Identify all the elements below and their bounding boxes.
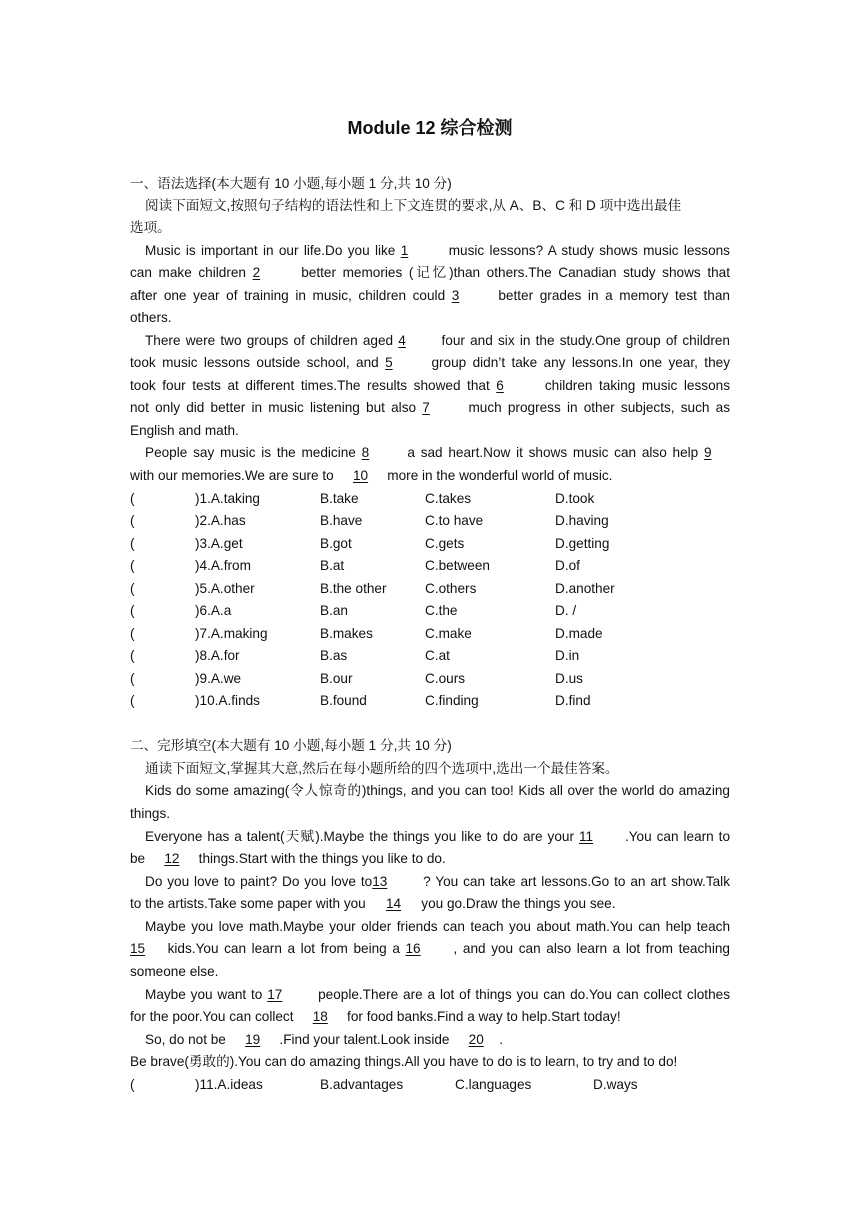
answer-paren: ( — [130, 580, 135, 596]
text: took music lessons outside school, and — [130, 355, 386, 370]
option-c[interactable]: C.make — [425, 625, 472, 641]
option-b[interactable]: B.as — [320, 648, 348, 663]
passage1-line — [130, 352, 730, 375]
option-c[interactable]: C.gets — [425, 535, 465, 551]
text: People say music is the medicine — [145, 445, 362, 460]
text: , and you can also learn a lot from teaching — [453, 941, 730, 956]
passage1-line — [130, 465, 730, 488]
passage2-line: Maybe you love math.Maybe your older friends can teach you about math.You can help teach — [145, 919, 730, 934]
option-b[interactable]: B.the other — [320, 580, 387, 596]
option-a[interactable]: )9.A.we — [195, 670, 242, 686]
passage1-line — [130, 240, 730, 263]
option-b[interactable]: B.an — [320, 603, 348, 618]
section2-instruction: 通读下面短文,掌握其大意,然后在每小题所给的四个选项中,选出一个最佳答案。 — [145, 761, 619, 776]
text: can make children — [130, 265, 253, 280]
blank-18: 18 — [312, 1009, 328, 1024]
passage2-line — [130, 826, 730, 849]
option-b[interactable]: B.makes — [320, 625, 373, 641]
option-a[interactable]: )3.A.get — [195, 535, 243, 551]
answer-paren: ( — [130, 625, 135, 641]
option-b[interactable]: B.found — [320, 693, 367, 708]
option-a[interactable]: )1.A.taking — [195, 490, 260, 506]
option-row — [130, 668, 750, 691]
passage2-closing: Be brave(勇敢的).You can do amazing things.All you have to do is to learn, to try and to do! — [130, 1054, 678, 1069]
option-b[interactable]: B.at — [320, 558, 345, 573]
option-c[interactable]: C.between — [425, 558, 490, 573]
passage1-line — [130, 262, 730, 285]
answer-paren: ( — [130, 535, 135, 551]
text: music lessons? A study shows music lessons — [448, 243, 730, 258]
page-title: Module 12 综合检测 — [347, 118, 513, 138]
option-a[interactable]: )10.A.finds — [195, 693, 260, 708]
text: kids.You can learn a lot from being a — [162, 941, 406, 956]
blank-2: 2 — [252, 265, 261, 280]
passage2-line: things. — [130, 806, 171, 821]
option-a[interactable]: )6.A.a — [195, 603, 232, 618]
option-d[interactable]: D.made — [555, 625, 603, 641]
option-d[interactable]: D.getting — [555, 535, 610, 551]
option-d[interactable]: D.find — [555, 693, 591, 708]
answer-paren: ( — [130, 513, 135, 528]
text: people.There are a lot of things you can do.You can collect clothes — [313, 987, 730, 1002]
text: Do you love to paint? Do you love to — [145, 874, 373, 889]
text: four and six in the study.One group of children — [436, 333, 730, 348]
text: Music is important in our life.Do you like — [145, 243, 401, 258]
text: So, do not be — [145, 1032, 230, 1047]
option-d[interactable]: D.ways — [593, 1076, 638, 1092]
text: more in the wonderful world of music. — [383, 468, 613, 483]
option-row — [130, 510, 750, 533]
section1-instruction-cont: 选项。 — [130, 220, 171, 235]
passage1-line: others. — [130, 310, 172, 325]
text: .Find your talent.Look inside — [275, 1032, 454, 1047]
option-row — [130, 690, 750, 713]
option-d[interactable]: D.in — [555, 648, 580, 663]
option-a[interactable]: )4.A.from — [195, 558, 251, 573]
text: to the artists.Take some paper with you — [130, 896, 370, 911]
option-c[interactable]: C.languages — [455, 1076, 532, 1092]
option-c[interactable]: C.at — [425, 648, 450, 663]
blank-15: 15 — [130, 941, 146, 956]
text: with our memories.We are sure to — [130, 468, 338, 483]
option-d[interactable]: D.another — [555, 580, 615, 596]
passage2-line — [130, 1029, 730, 1052]
text: group didn’t take any lessons.In one year, they — [425, 355, 730, 370]
option-b[interactable]: B.got — [320, 535, 352, 551]
passage1-line — [130, 375, 730, 398]
text: you go.Draw the things you see. — [417, 896, 616, 911]
option-b[interactable]: B.advantages — [320, 1076, 404, 1092]
passage2-line — [130, 984, 730, 1007]
blank-3: 3 — [451, 288, 460, 303]
answer-paren: ( — [130, 670, 135, 686]
text: Everyone has a talent(天赋).Maybe the things you like to do are your — [145, 829, 579, 844]
option-d[interactable]: D.us — [555, 670, 583, 686]
text: be — [130, 851, 149, 866]
option-c[interactable]: C.others — [425, 580, 477, 596]
passage2-line — [130, 848, 730, 871]
passage2-line — [130, 1006, 730, 1029]
option-row — [130, 555, 750, 578]
blank-7: 7 — [422, 400, 430, 415]
passage2-line — [130, 893, 730, 916]
passage1-line — [130, 442, 730, 465]
option-b[interactable]: B.our — [320, 670, 353, 686]
blank-8: 8 — [361, 445, 370, 460]
text: .You can learn to — [624, 829, 731, 844]
section1-instruction: 阅读下面短文,按照句子结构的语法性和上下文连贯的要求,从 A、B、C 和 D 项中选出最佳 — [145, 198, 682, 213]
option-row — [130, 578, 750, 601]
passage2-line — [130, 871, 730, 894]
text: ? You can take art lessons.Go to an art show.Talk — [418, 874, 730, 889]
option-row — [130, 600, 750, 623]
passage2-line: Kids do some amazing(令人惊奇的)things, and you can too! Kids all over the world do amazing — [145, 783, 730, 798]
option-d[interactable]: D.took — [555, 490, 595, 506]
text: better grades in a memory test than — [491, 288, 730, 303]
passage1-line — [130, 330, 730, 353]
blank-11: 11 — [578, 829, 594, 844]
blank-16: 16 — [405, 941, 421, 956]
option-c[interactable]: C.to have — [425, 513, 484, 528]
option-c[interactable]: C.ours — [425, 670, 466, 686]
option-row — [130, 1074, 750, 1097]
option-d[interactable]: D.having — [555, 513, 609, 528]
text: not only did better in music listening but also — [130, 400, 423, 415]
text: took four tests at different times.The results showed that — [130, 378, 497, 393]
blank-9: 9 — [703, 445, 712, 460]
answer-paren: ( — [130, 693, 135, 708]
option-a[interactable]: )5.A.other — [195, 580, 255, 596]
blank-4: 4 — [398, 333, 406, 348]
option-row — [130, 645, 750, 668]
blank-5: 5 — [385, 355, 393, 370]
text: children taking music lessons — [538, 378, 730, 393]
blank-19: 19 — [245, 1032, 261, 1047]
option-a[interactable]: )2.A.has — [195, 513, 246, 528]
option-b[interactable]: B.take — [320, 490, 359, 506]
option-row — [130, 488, 750, 511]
text: for the poor.You can collect — [130, 1009, 298, 1024]
option-c[interactable]: C.the — [425, 603, 458, 618]
blank-14: 14 — [385, 896, 402, 911]
option-a[interactable]: )8.A.for — [195, 648, 240, 663]
option-c[interactable]: C.finding — [425, 693, 479, 708]
answer-paren: ( — [130, 1076, 135, 1092]
option-row — [130, 533, 750, 556]
section2-heading: 二、完形填空(本大题有 10 小题,每小题 1 分,共 10 分) — [130, 738, 452, 753]
answer-paren: ( — [130, 648, 135, 663]
answer-paren: ( — [130, 490, 135, 506]
passage1-line — [130, 285, 730, 308]
blank-6: 6 — [496, 378, 504, 393]
passage1-line — [130, 397, 730, 420]
option-b[interactable]: B.have — [320, 513, 363, 528]
option-d[interactable]: D. / — [555, 603, 577, 618]
answer-paren: ( — [130, 558, 135, 573]
option-d[interactable]: D.of — [555, 558, 580, 573]
passage2-line — [130, 938, 730, 961]
text: a sad heart.Now it shows music can also help — [401, 445, 704, 460]
blank-20: 20 — [468, 1032, 484, 1047]
text: There were two groups of children aged — [145, 333, 399, 348]
text: . — [499, 1032, 504, 1047]
option-a[interactable]: )7.A.making — [195, 625, 268, 641]
blank-1: 1 — [400, 243, 409, 258]
option-c[interactable]: C.takes — [425, 490, 472, 506]
blank-10: 10 — [352, 468, 369, 483]
answer-paren: ( — [130, 603, 135, 618]
blank-13: 13 — [372, 874, 388, 889]
text: things.Start with the things you like to do. — [194, 851, 446, 866]
passage2-line: someone else. — [130, 964, 219, 979]
blank-12: 12 — [164, 851, 180, 866]
passage1-line: English and math. — [130, 423, 239, 438]
blank-17: 17 — [267, 987, 283, 1002]
text: for food banks.Find a way to help.Start today! — [343, 1009, 621, 1024]
text: much progress in other subjects, such as — [462, 400, 730, 415]
text: after one year of training in music, children could — [130, 288, 452, 303]
text: better memories (记忆)than others.The Canadian study shows that — [294, 265, 731, 280]
option-row — [130, 623, 750, 646]
text: Maybe you want to — [145, 987, 268, 1002]
section1-heading: 一、语法选择(本大题有 10 小题,每小题 1 分,共 10 分) — [130, 176, 452, 191]
option-a[interactable]: )11.A.ideas — [195, 1076, 263, 1092]
